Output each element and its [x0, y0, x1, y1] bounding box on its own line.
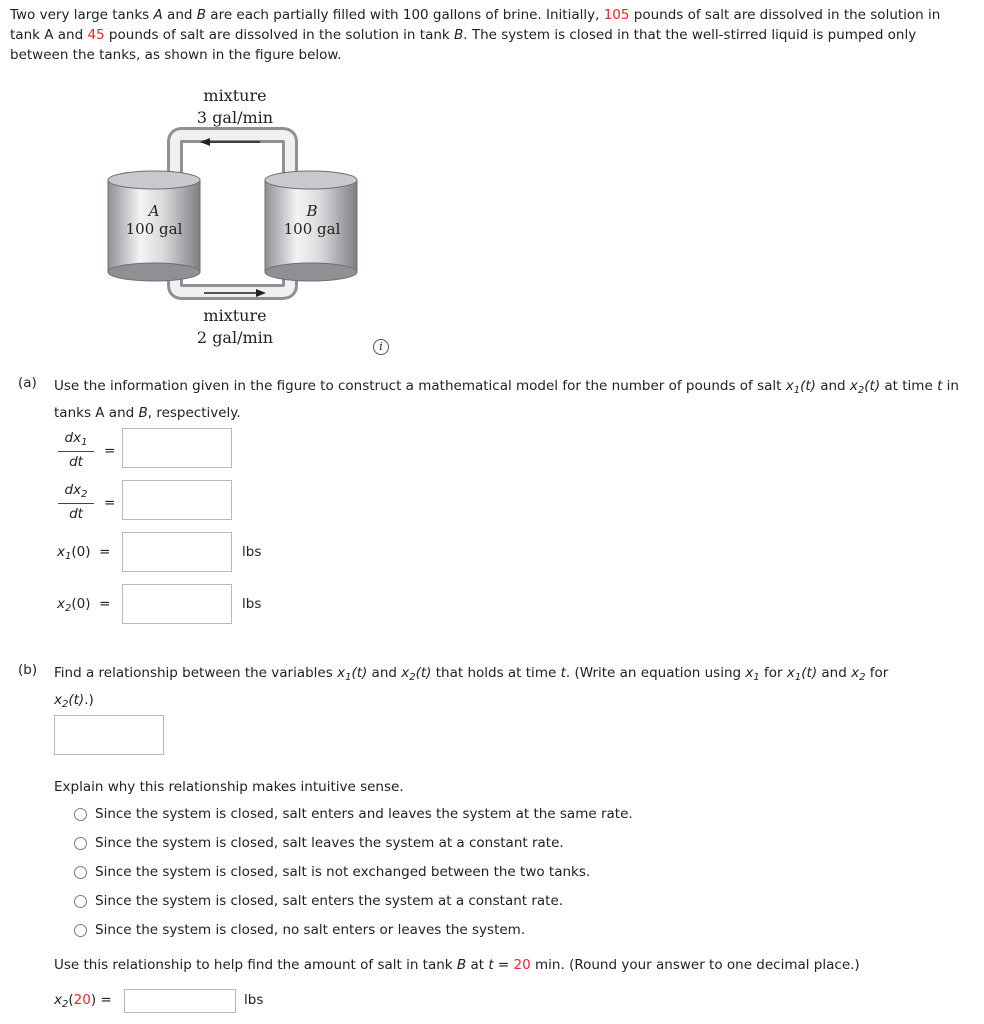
- dx1-dt-input[interactable]: [122, 428, 232, 468]
- option-same-rate[interactable]: Since the system is closed, salt enters and leaves the system at the same rate.: [74, 806, 633, 822]
- x1-0-unit: lbs: [242, 544, 262, 560]
- equals-sign: =: [104, 443, 116, 459]
- info-icon[interactable]: i: [373, 339, 389, 355]
- part-b-question: Find a relationship between the variables $x_1(t)$ and $x_2(t)$ that holds at time t. (Write an equation using $x_1$ for $x_1(t)$ and $x_2$ for $x_2(t)$.): [54, 665, 889, 710]
- x2-0-label: $x_2(0)$ =: [57, 596, 111, 614]
- dx1-dt-label: $dx_1$ dt: [58, 430, 94, 470]
- option-no-salt[interactable]: Since the system is closed, no salt enters or leaves the system.: [74, 922, 525, 938]
- x2-20-unit: lbs: [244, 992, 264, 1008]
- option-enters-constant[interactable]: Since the system is closed, salt enters the system at a constant rate.: [74, 893, 563, 909]
- x1-0-label: $x_1(0)$ =: [57, 544, 111, 562]
- part-a-marker: (a): [18, 375, 37, 391]
- x2-0-unit: lbs: [242, 596, 262, 612]
- radio-button[interactable]: [74, 866, 87, 879]
- radio-button[interactable]: [74, 808, 87, 821]
- dx2-dt-label: $dx_2$ dt: [58, 482, 94, 522]
- part-a-question: Use the information given in the figure to construct a mathematical model for the number of pounds of salt $x_1(t)$ and $x_2(t)$ at time t in tanks A and B, respectively.: [54, 378, 959, 421]
- top-flow-label: mixture 3 gal/min: [196, 86, 274, 127]
- part-b-marker: (b): [18, 662, 38, 678]
- bottom-flow-label: mixture 2 gal/min: [196, 306, 274, 347]
- radio-button[interactable]: [74, 924, 87, 937]
- radio-button[interactable]: [74, 895, 87, 908]
- use-relationship-prompt: Use this relationship to help find the amount of salt in tank B at t = 20 min. (Round your answer to one decimal place.): [54, 957, 860, 973]
- dx2-dt-input[interactable]: [122, 480, 232, 520]
- equals-sign: =: [104, 495, 116, 511]
- explain-prompt: Explain why this relationship makes intuitive sense.: [54, 779, 404, 795]
- x2-20-label: $x_2(20)$ =: [54, 992, 112, 1010]
- tank-a-label: A 100 gal: [125, 202, 183, 238]
- tank-b-label: B 100 gal: [283, 202, 341, 238]
- x1-0-input[interactable]: [122, 532, 232, 572]
- option-leaves-constant[interactable]: Since the system is closed, salt leaves the system at a constant rate.: [74, 835, 564, 851]
- option-not-exchanged[interactable]: Since the system is closed, salt is not exchanged between the two tanks.: [74, 864, 590, 880]
- relationship-input[interactable]: [54, 715, 164, 755]
- radio-button[interactable]: [74, 837, 87, 850]
- salt-b-value: 45: [87, 27, 105, 43]
- x2-0-input[interactable]: [122, 584, 232, 624]
- problem-statement: Two very large tanks A and B are each partially filled with 100 gallons of brine. Initially, 105 pounds of salt are dissolved in the solution in tank A and 45 pounds of salt are dissolved in the solution in tank B. The system is closed in that the well-stirred liquid is pumped only between the tanks, as shown in the figure below.: [10, 7, 941, 63]
- x2-20-input[interactable]: [124, 989, 236, 1013]
- salt-a-value: 105: [603, 7, 630, 23]
